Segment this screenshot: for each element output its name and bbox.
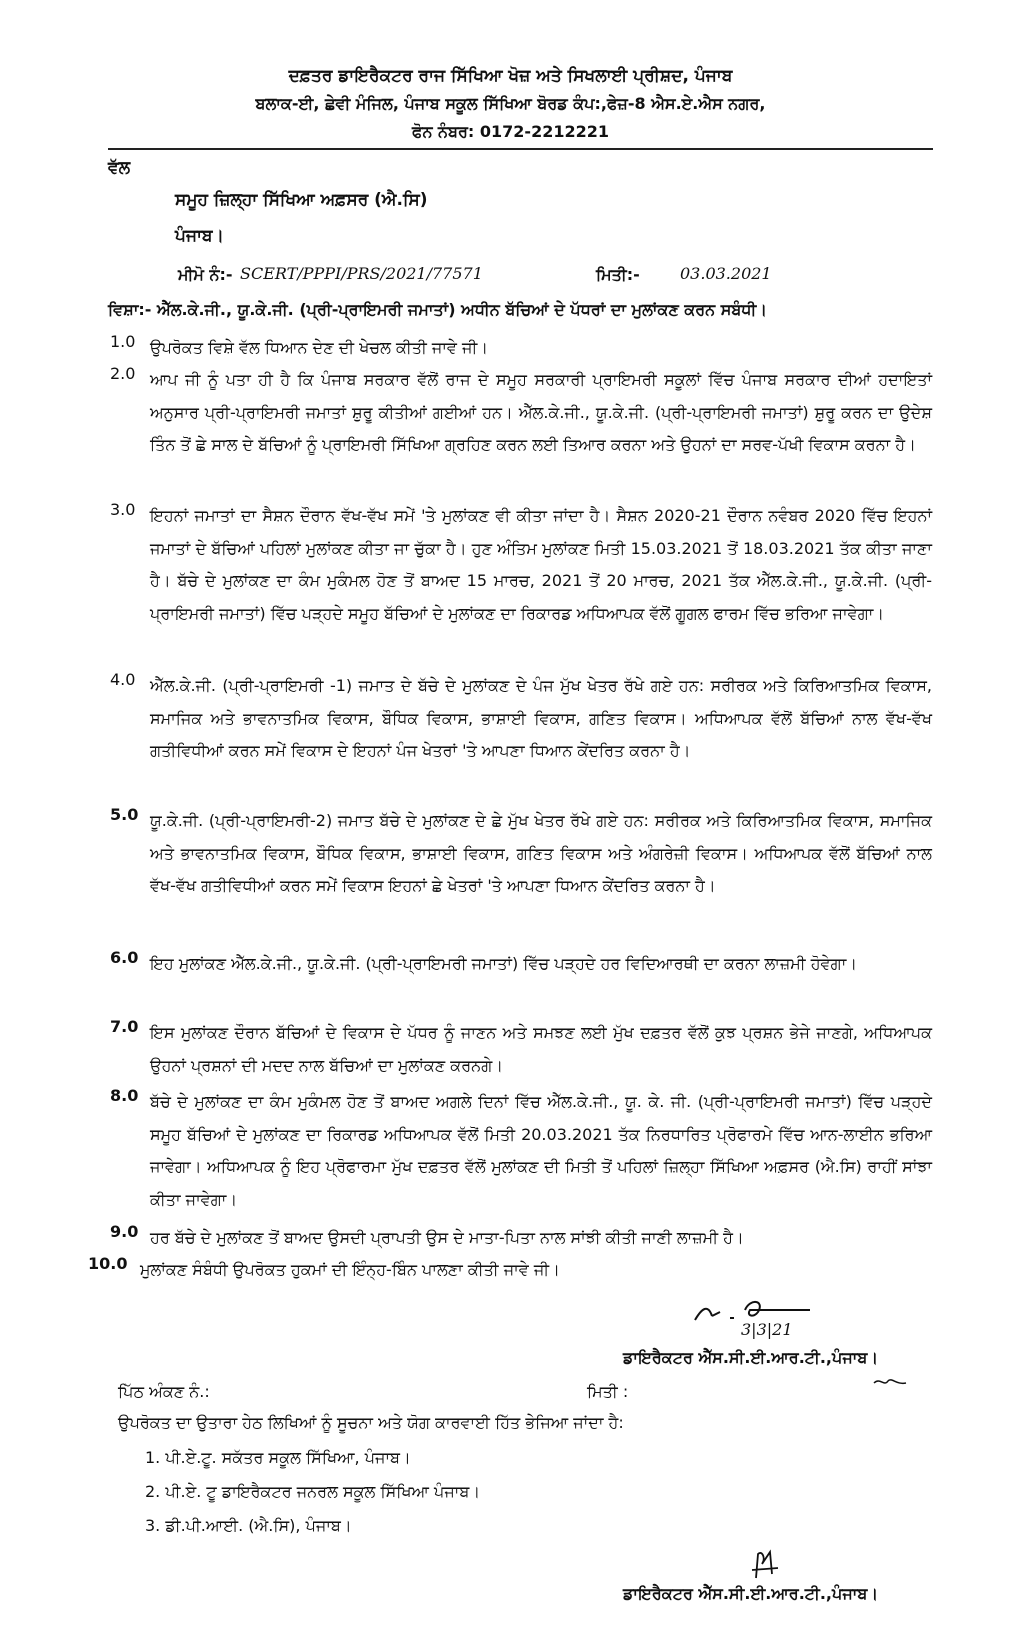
paragraph-number: 1.0 xyxy=(110,332,136,351)
initial-scribble-icon xyxy=(872,1375,912,1389)
paragraph-text: ਯੂ.ਕੇ.ਜੀ. (ਪ੍ਰੀ-ਪ੍ਰਾਇਮਰੀ-2) ਜਮਾਤ ਬੱਚੇ ਦੇ ਮੁਲਾਂਕਣ ਦੇ ਛੇ ਮੁੱਖ ਖੇਤਰ ਰੱਖੇ ਗਏ ਹਨ: ਸਰੀਰਕ ਅਤੇ ਕਿਰਿਆਤਮਿਕ ਵਿਕਾਸ, ਸਮਾਜਿਕ ਅਤੇ ਭਾਵਨਾਤਮਿਕ ਵਿਕਾਸ, ਬੌਧਿਕ ਵਿਕਾਸ, ਭਾਸ਼ਾਈ ਵਿਕਾਸ, ਗਣਿਤ ਵਿਕਾਸ ਅਤੇ ਅੰਗਰੇਜ਼ੀ ਵਿਕਾਸ। ਅਧਿਆਪਕ ਵੱਲੋਂ ਬੱਚਿਆਂ ਨਾਲ ਵੱਖ-ਵੱਖ ਗਤੀਵਿਧੀਆਂ ਕਰਨ ਸਮੇਂ ਵਿਕਾਸ ਇਹਨਾਂ ਛੇ ਖੇਤਰਾਂ 'ਤੇ ਆਪਣਾ ਧਿਆਨ ਕੇਂਦਰਿਤ ਕਰਨਾ ਹੈ। xyxy=(150,811,932,895)
paragraph-1 xyxy=(110,332,932,365)
subject-line: ਵਿਸ਼ਾ:- ਐੱਲ.ਕੇ.ਜੀ., ਯੂ.ਕੇ.ਜੀ. (ਪ੍ਰੀ-ਪ੍ਰਾਇਮਰੀ ਜਮਾਤਾਂ) ਅਧੀਨ ਬੱਚਿਆਂ ਦੇ ਪੱਧਰਾਂ ਦਾ ਮੁਲਾਂਕਣ ਕਰਨ ਸਬੰਧੀ। xyxy=(108,300,768,319)
signature-mark-2 xyxy=(748,1548,784,1588)
paragraph-text: ਬੱਚੇ ਦੇ ਮੁਲਾਂਕਣ ਦਾ ਕੰਮ ਮੁਕੰਮਲ ਹੋਣ ਤੋਂ ਬਾਅਦ ਅਗਲੇ ਦਿਨਾਂ ਵਿੱਚ ਐੱਲ.ਕੇ.ਜੀ., ਯੂ. ਕੇ. ਜੀ. (ਪ੍ਰੀ-ਪ੍ਰਾਇਮਰੀ ਜਮਾਤਾਂ) ਵਿੱਚ ਪੜ੍ਹਦੇ ਸਮੂਹ ਬੱਚਿਆਂ ਦੇ ਮੁਲਾਂਕਣ ਦਾ ਰਿਕਾਰਡ ਅਧਿਆਪਕ ਵੱਲੋਂ ਮਿਤੀ 20.03.2021 ਤੱਕ ਨਿਰਧਾਰਿਤ ਪ੍ਰੋਫਾਰਮੇ ਵਿੱਚ ਆਨ-ਲਾਈਨ ਭਰਿਆ ਜਾਵੇਗਾ। ਅਧਿਆਪਕ ਨੂੰ ਇਹ ਪ੍ਰੋਫਾਰਮਾ ਮੁੱਖ ਦਫ਼ਤਰ ਵੱਲੋਂ ਮੁਲਾਂਕਣ ਦੀ ਮਿਤੀ ਤੋਂ ਪਹਿਲਾਂ ਜ਼ਿਲ੍ਹਾ ਸਿੱਖਿਆ ਅਫ਼ਸਰ (ਐ.ਸਿ) ਰਾਹੀਂ ਸਾਂਝਾ ਕੀਤਾ ਜਾਵੇਗਾ। xyxy=(150,1092,932,1209)
copy-recipient: 1. ਪੀ.ਏ.ਟੂ. ਸਕੱਤਰ ਸਕੂਲ ਸਿੱਖਿਆ, ਪੰਜਾਬ। xyxy=(145,1448,411,1467)
paragraph-5 xyxy=(110,805,932,903)
endorsement-intro: ਉਪਰੋਕਤ ਦਾ ਉਤਾਰਾ ਹੇਠ ਲਿਖਿਆਂ ਨੂੰ ਸੂਚਨਾ ਅਤੇ ਯੋਗ ਕਾਰਵਾਈ ਹਿੱਤ ਭੇਜਿਆ ਜਾਂਦਾ ਹੈ: xyxy=(118,1413,624,1432)
paragraph-text: ਇਹ ਮੁਲਾਂਕਣ ਐੱਲ.ਕੇ.ਜੀ., ਯੂ.ਕੇ.ਜੀ. (ਪ੍ਰੀ-ਪ੍ਰਾਇਮਰੀ ਜਮਾਤਾਂ) ਵਿੱਚ ਪੜ੍ਹਦੇ ਹਰ ਵਿਦਿਆਰਥੀ ਦਾ ਕਰਨਾ ਲਾਜ਼ਮੀ ਹੋਵੇਗਾ। xyxy=(150,954,858,973)
paragraph-9 xyxy=(110,1222,932,1255)
paragraph-4 xyxy=(110,670,932,768)
paragraph-number: 7.0 xyxy=(110,1017,139,1036)
paragraph-text: ਐੱਲ.ਕੇ.ਜੀ. (ਪ੍ਰੀ-ਪ੍ਰਾਇਮਰੀ -1) ਜਮਾਤ ਦੇ ਬੱਚੇ ਦੇ ਮੁਲਾਂਕਣ ਦੇ ਪੰਜ ਮੁੱਖ ਖੇਤਰ ਰੱਖੇ ਗਏ ਹਨ: ਸਰੀਰਕ ਅਤੇ ਕਿਰਿਆਤਮਿਕ ਵਿਕਾਸ, ਸਮਾਜਿਕ ਅਤੇ ਭਾਵਨਾਤਮਿਕ ਵਿਕਾਸ, ਬੌਧਿਕ ਵਿਕਾਸ, ਭਾਸ਼ਾਈ ਵਿਕਾਸ, ਗਣਿਤ ਵਿਕਾਸ। ਅਧਿਆਪਕ ਵੱਲੋਂ ਬੱਚਿਆਂ ਨਾਲ ਵੱਖ-ਵੱਖ ਗਤੀਵਿਧੀਆਂ ਕਰਨ ਸਮੇਂ ਵਿਕਾਸ ਦੇ ਇਹਨਾਂ ਪੰਜ ਖੇਤਰਾਂ 'ਤੇ ਆਪਣਾ ਧਿਆਨ ਕੇਂਦਰਿਤ ਕਰਨਾ ਹੈ। xyxy=(150,676,932,760)
office-address: ਬਲਾਕ-ਈ, ਛੇਵੀ ਮੰਜਿਲ, ਪੰਜਾਬ ਸਕੂਲ ਸਿੱਖਿਆ ਬੋਰਡ ਕੰਪ:,ਫੇਜ਼-8 ਐਸ.ਏ.ਐਸ ਨਗਰ, xyxy=(255,94,766,113)
paragraph-text: ਇਸ ਮੁਲਾਂਕਣ ਦੌਰਾਨ ਬੱਚਿਆਂ ਦੇ ਵਿਕਾਸ ਦੇ ਪੱਧਰ ਨੂੰ ਜਾਣਨ ਅਤੇ ਸਮਝਣ ਲਈ ਮੁੱਖ ਦਫ਼ਤਰ ਵੱਲੋਂ ਕੁਝ ਪ੍ਰਸ਼ਨ ਭੇਜੇ ਜਾਣਗੇ, ਅਧਿਆਪਕ ਉਹਨਾਂ ਪ੍ਰਸ਼ਨਾਂ ਦੀ ਮਦਦ ਨਾਲ ਬੱਚਿਆਂ ਦਾ ਮੁਲਾਂਕਣ ਕਰਨਗੇ। xyxy=(150,1023,932,1075)
copy-recipient: 3. ਡੀ.ਪੀ.ਆਈ. (ਐ.ਸਿ), ਪੰਜਾਬ। xyxy=(145,1516,352,1535)
paragraph-number: 5.0 xyxy=(110,805,139,824)
memo-date-label: ਮਿਤੀ:- xyxy=(596,265,640,284)
signatory-designation: ਡਾਇਰੈਕਟਰ ਐੱਸ.ਸੀ.ਈ.ਆਰ.ਟੀ.,ਪੰਜਾਬ। xyxy=(623,1348,879,1367)
paragraph-number: 3.0 xyxy=(110,500,136,519)
recipient: ਸਮੂਹ ਜ਼ਿਲ੍ਹਾ ਸਿੱਖਿਆ ਅਫ਼ਸਰ (ਐ.ਸਿ) xyxy=(175,190,428,210)
memo-number: SCERT/PPPI/PRS/2021/77571 xyxy=(240,264,483,283)
paragraph-10 xyxy=(88,1254,932,1287)
paragraph-text: ਉਪਰੋਕਤ ਵਿਸ਼ੇ ਵੱਲ ਧਿਆਨ ਦੇਣ ਦੀ ਖੇਚਲ ਕੀਤੀ ਜਾਵੇ ਜੀ। xyxy=(150,338,489,357)
paragraph-number: 9.0 xyxy=(110,1222,139,1241)
endorsement-date-label: ਮਿਤੀ : xyxy=(587,1382,629,1401)
to-label: ਵੱਲ xyxy=(108,158,131,178)
paragraph-2 xyxy=(110,364,932,462)
paragraph-text: ਹਰ ਬੱਚੇ ਦੇ ਮੁਲਾਂਕਣ ਤੋਂ ਬਾਅਦ ਉਸਦੀ ਪ੍ਰਾਪਤੀ ਉਸ ਦੇ ਮਾਤਾ-ਪਿਤਾ ਨਾਲ ਸਾਂਝੀ ਕੀਤੀ ਜਾਣੀ ਲਾਜ਼ਮੀ ਹੈ। xyxy=(150,1228,744,1247)
paragraph-text: ਇਹਨਾਂ ਜਮਾਤਾਂ ਦਾ ਸੈਸ਼ਨ ਦੌਰਾਨ ਵੱਖ-ਵੱਖ ਸਮੇਂ 'ਤੇ ਮੁਲਾਂਕਣ ਵੀ ਕੀਤਾ ਜਾਂਦਾ ਹੈ। ਸੈਸ਼ਨ 2020-21 ਦੌਰਾਨ ਨਵੰਬਰ 2020 ਵਿੱਚ ਇਹਨਾਂ ਜਮਾਤਾਂ ਦੇ ਬੱਚਿਆਂ ਪਹਿਲਾਂ ਮੁਲਾਂਕਣ ਕੀਤਾ ਜਾ ਚੁੱਕਾ ਹੈ। ਹੁਣ ਅੰਤਿਮ ਮੁਲਾਂਕਣ ਮਿਤੀ 15.03.2021 ਤੋਂ 18.03.2021 ਤੱਕ ਕੀਤਾ ਜਾਣਾ ਹੈ। ਬੱਚੇ ਦੇ ਮੁਲਾਂਕਣ ਦਾ ਕੰਮ ਮੁਕੰਮਲ ਹੋਣ ਤੋਂ ਬਾਅਦ 15 ਮਾਰਚ, 2021 ਤੋਂ 20 ਮਾਰਚ, 2021 ਤੱਕ ਐੱਲ.ਕੇ.ਜੀ., ਯੂ.ਕੇ.ਜੀ. (ਪ੍ਰੀ-ਪ੍ਰਾਇਮਰੀ ਜਮਾਤਾਂ) ਵਿੱਚ ਪੜ੍ਹਦੇ ਸਮੂਹ ਬੱਚਿਆਂ ਦੇ ਮੁਲਾਂਕਣ ਦਾ ਰਿਕਾਰਡ ਅਧਿਆਪਕ ਵੱਲੋਂ ਗੂਗਲ ਫਾਰਮ ਵਿੱਚ ਭਰਿਆ ਜਾਵੇਗਾ। xyxy=(150,506,932,623)
copy-recipient: 2. ਪੀ.ਏ. ਟੂ ਡਾਇਰੈਕਟਰ ਜਨਰਲ ਸਕੂਲ ਸਿੱਖਿਆ ਪੰਜਾਬ। xyxy=(145,1482,481,1501)
signatory-designation-2: ਡਾਇਰੈਕਟਰ ਐੱਸ.ਸੀ.ਈ.ਆਰ.ਟੀ.,ਪੰਜਾਬ। xyxy=(623,1584,879,1603)
paragraph-number: 10.0 xyxy=(88,1254,128,1273)
paragraph-number: 6.0 xyxy=(110,948,139,967)
paragraph-number: 2.0 xyxy=(110,364,136,383)
paragraph-number: 8.0 xyxy=(110,1086,139,1105)
header-divider xyxy=(108,148,933,150)
endorsement-number-label: ਪਿੱਠ ਅੰਕਣ ਨੰ.: xyxy=(118,1382,210,1401)
recipient-state: ਪੰਜਾਬ। xyxy=(175,226,224,246)
office-phone: ਫੋਨ ਨੰਬਰ: 0172-2212221 xyxy=(412,122,609,141)
paragraph-8 xyxy=(110,1086,932,1216)
paragraph-text: ਮੁਲਾਂਕਣ ਸੰਬੰਧੀ ਉਪਰੋਕਤ ਹੁਕਮਾਂ ਦੀ ਇੰਨ੍ਹ-ਬਿੰਨ ਪਾਲਣਾ ਕੀਤੀ ਜਾਵੇ ਜੀ। xyxy=(140,1260,560,1279)
handwritten-signature-icon xyxy=(748,1548,784,1584)
paragraph-6 xyxy=(110,948,932,981)
paragraph-text: ਆਪ ਜੀ ਨੂੰ ਪਤਾ ਹੀ ਹੈ ਕਿ ਪੰਜਾਬ ਸਰਕਾਰ ਵੱਲੋਂ ਰਾਜ ਦੇ ਸਮੂਹ ਸਰਕਾਰੀ ਪ੍ਰਾਇਮਰੀ ਸਕੂਲਾਂ ਵਿੱਚ ਪੰਜਾਬ ਸਰਕਾਰ ਦੀਆਂ ਹਦਾਇਤਾਂ ਅਨੁਸਾਰ ਪ੍ਰੀ-ਪ੍ਰਾਇਮਰੀ ਜਮਾਤਾਂ ਸ਼ੁਰੂ ਕੀਤੀਆਂ ਗਈਆਂ ਹਨ। ਐੱਲ.ਕੇ.ਜੀ., ਯੂ.ਕੇ.ਜੀ. (ਪ੍ਰੀ-ਪ੍ਰਾਇਮਰੀ ਜਮਾਤਾਂ) ਸ਼ੁਰੂ ਕਰਨ ਦਾ ਉਦੇਸ਼ ਤਿੰਨ ਤੋਂ ਛੇ ਸਾਲ ਦੇ ਬੱਚਿਆਂ ਨੂੰ ਪ੍ਰਾਇਮਰੀ ਸਿੱਖਿਆ ਗ੍ਰਹਿਣ ਕਰਨ ਲਈ ਤਿਆਰ ਕਰਨਾ ਅਤੇ ਉਹਨਾਂ ਦਾ ਸਰਵ-ਪੱਖੀ ਵਿਕਾਸ ਕਰਨਾ ਹੈ। xyxy=(150,370,932,454)
initial-mark xyxy=(872,1374,912,1393)
paragraph-7 xyxy=(110,1017,932,1082)
paragraph-3 xyxy=(110,500,932,630)
paragraph-number: 4.0 xyxy=(110,670,136,689)
memo-number-label: ਮੀਮੋ ਨੰ:- xyxy=(178,265,233,284)
memo-date: 03.03.2021 xyxy=(680,264,772,283)
office-name: ਦਫ਼ਤਰ ਡਾਇਰੈਕਟਰ ਰਾਜ ਸਿੱਖਿਆ ਖੋਜ਼ ਅਤੇ ਸਿਖਲਾਈ ਪ੍ਰੀਸ਼ਦ, ਪੰਜਾਬ xyxy=(288,66,733,86)
signature-date: 3|3|21 xyxy=(741,1320,793,1339)
